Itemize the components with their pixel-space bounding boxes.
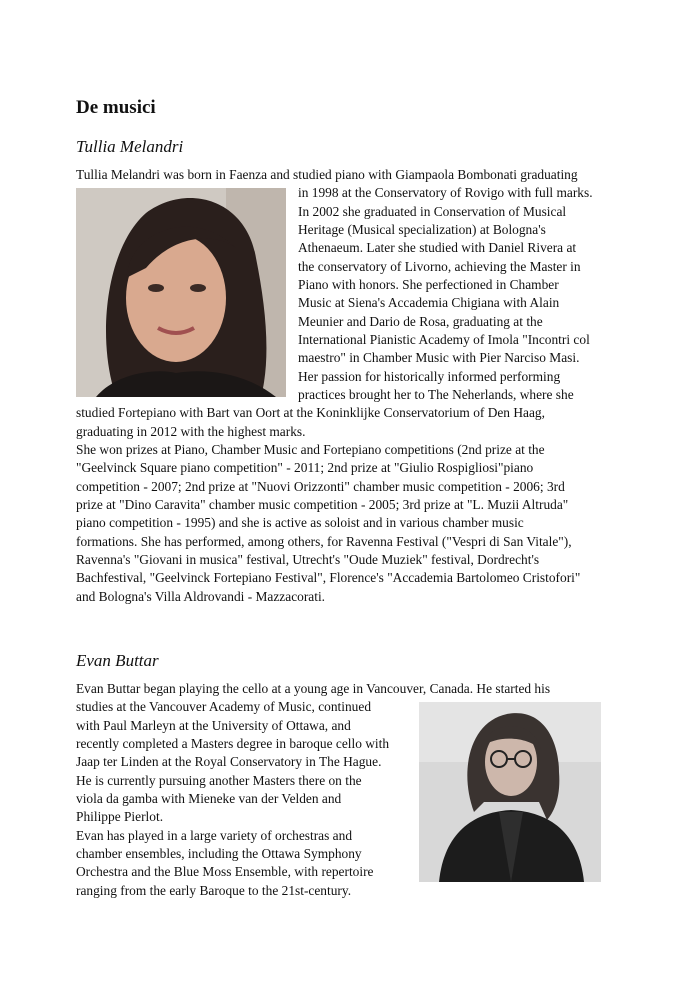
bio-line: Tullia Melandri was born in Faenza and studied piano with Giampaola Bombonati graduating (76, 167, 578, 182)
bio-line: Evan has played in a large variety of orchestras and (76, 828, 353, 843)
bio-line: Jaap ter Linden at the Royal Conservatory in The Hague. (76, 754, 382, 769)
bio-line: Her passion for historically informed performing (298, 369, 561, 384)
bio-line: the conservatory of Livorno, achieving the Master in (298, 259, 581, 274)
bio-line: Athenaeum. Later she studied with Daniel Rivera at (298, 240, 577, 255)
bio-line: formations. She has performed, among others, for Ravenna Festival ("Vespri di San Vitale"), (76, 534, 572, 549)
bio-line: with Paul Marleyn at the University of Ottawa, and (76, 718, 351, 733)
bio-line: Bachfestival, "Geelvinck Fortepiano Festival", Florence's "Accademia Bartolomeo Cristofori" (76, 570, 581, 585)
bio-line: She won prizes at Piano, Chamber Music and Fortepiano competitions (2nd prize at the (76, 442, 545, 457)
bio-line: studied Fortepiano with Bart van Oort at the Koninklijke Conservatorium of Den Haag, (76, 405, 545, 420)
bio-line: graduating in 2012 with the highest marks. (76, 424, 306, 439)
musician-name-tullia: Tullia Melandri (76, 137, 184, 156)
bio-line: Music at Siena's Accademia Chigiana with Alain (298, 295, 560, 310)
bio-line: chamber ensembles, including the Ottawa Symphony (76, 846, 362, 861)
bio-line: practices brought her to The Neherlands, where she (298, 387, 574, 402)
bio-line: in 1998 at the Conservatory of Rovigo with full marks. (298, 185, 593, 200)
bio-line: Meunier and Dario de Rosa, graduating at the (298, 314, 543, 329)
bio-line: maestro" in Chamber Music with Pier Narciso Masi. (298, 350, 580, 365)
bio-line: ranging from the early Baroque to the 21st-century. (76, 883, 352, 898)
musician-name-evan: Evan Buttar (76, 651, 159, 670)
bio-line: piano competition - 1995) and she is active as soloist and in various chamber music (76, 515, 524, 530)
bio-line: Evan Buttar began playing the cello at a young age in Vancouver, Canada. He started his (76, 681, 551, 696)
bio-line: competition - 2007; 2nd prize at "Nuovi Orizzonti" chamber music competition - 2006; 3rd (76, 479, 565, 494)
bio-line: Ravenna's "Giovani in musica" festival, Utrecht's "Oude Muziek" festival, Dordrecht's (76, 552, 540, 567)
bio-line: studies at the Vancouver Academy of Music, continued (76, 699, 372, 714)
bio-line: International Pianistic Academy of Imola "Incontri col (298, 332, 590, 347)
bio-line: prize at "Dino Caravita" chamber music competition - 2005; 3rd prize at "L. Muzii Altruda" (76, 497, 569, 512)
bio-line: He is currently pursuing another Masters there on the (76, 773, 362, 788)
photo-evan-buttar (419, 702, 601, 882)
section-title: De musici (76, 97, 156, 118)
bio-line: Piano with honors. She perfectioned in Chamber (298, 277, 559, 292)
bio-line: "Geelvinck Square piano competition" - 2011; 2nd prize at "Giulio Rospigliosi"piano (76, 460, 534, 475)
photo-tullia-melandri (76, 188, 286, 397)
bio-line: Heritage (Musical specialization) at Bologna's (298, 222, 546, 237)
bio-line: and Bologna's Villa Aldrovandi - Mazzacorati. (76, 589, 326, 604)
bio-line: In 2002 she graduated in Conservation of Musical (298, 204, 567, 219)
bio-line: Orchestra and the Blue Moss Ensemble, with repertoire (76, 864, 374, 879)
bio-line: recently completed a Masters degree in baroque cello with (76, 736, 390, 751)
bio-line: viola da gamba with Mieneke van der Velden and (76, 791, 342, 806)
bio-line: Philippe Pierlot. (76, 809, 164, 824)
